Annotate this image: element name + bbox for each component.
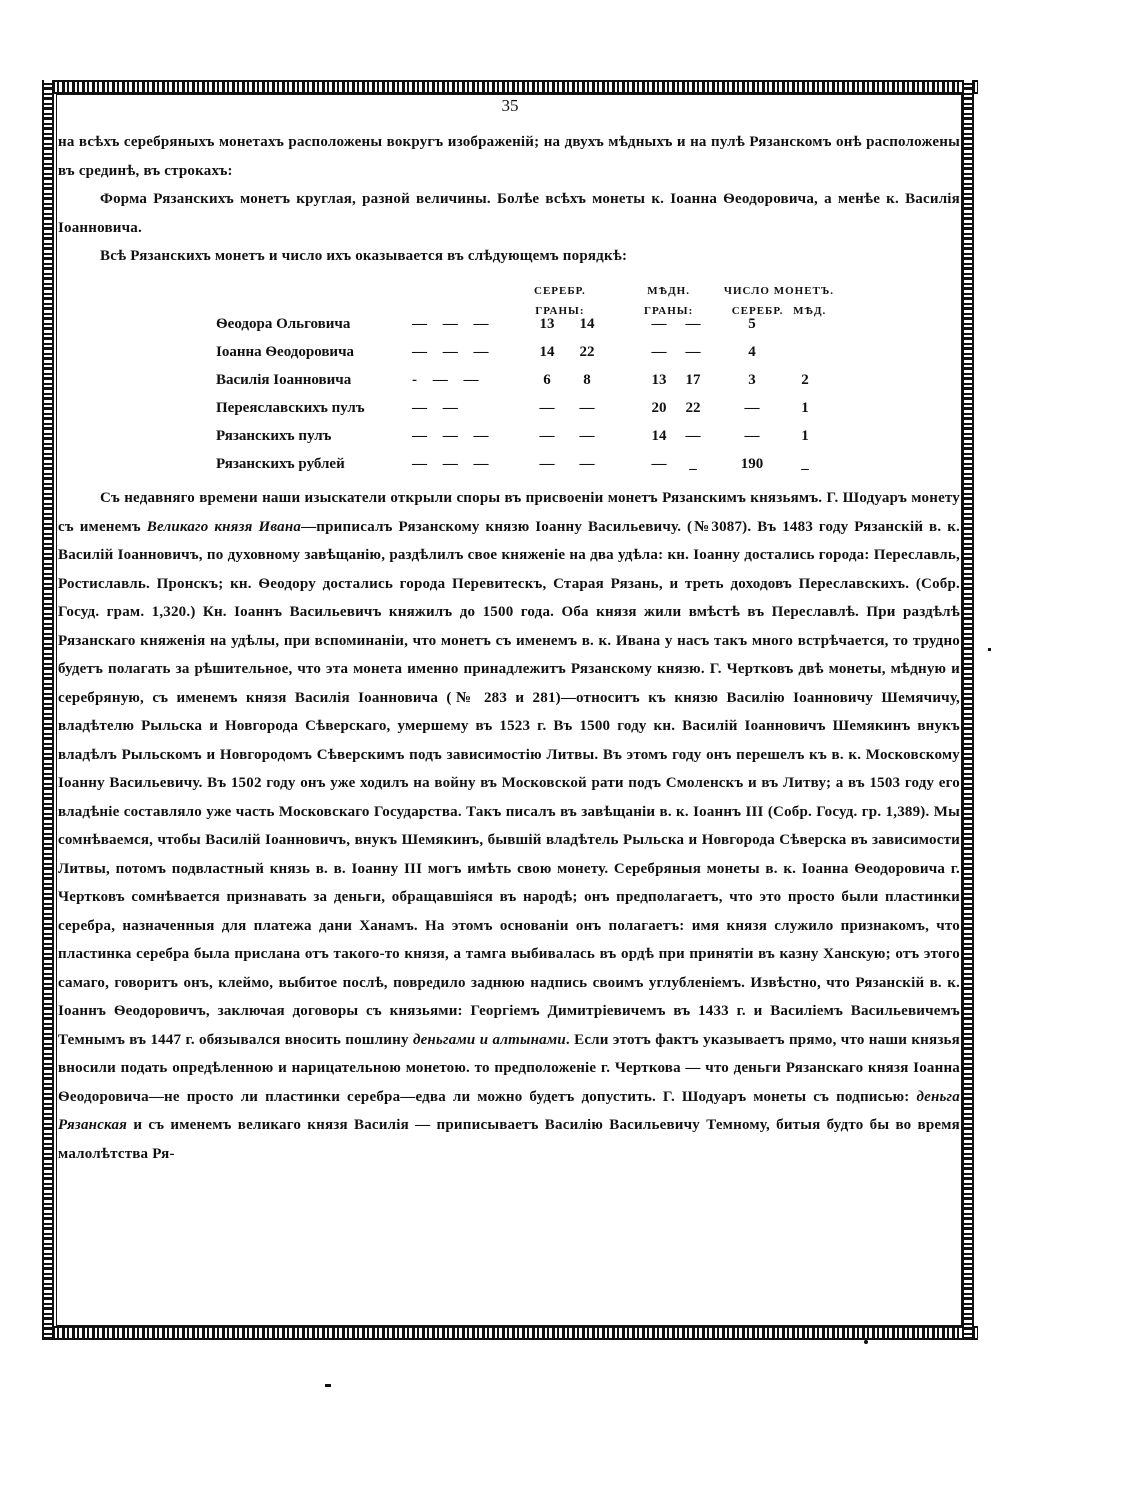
paragraph-form: Форма Рязанскихъ монетъ круглая, разной величины. Болѣе всѣхъ монеты к. Іоанна Ѳеодоровича, а менѣе к. Василія Іоанновича. xyxy=(58,191,960,236)
count-header xyxy=(714,284,844,318)
body-text xyxy=(58,484,960,1168)
coin-cell-dashes: — — — xyxy=(412,428,495,444)
body-italic-denga: деньга Рязанская xyxy=(58,1088,960,1133)
coin-cell-s1: 14 xyxy=(539,344,555,360)
coin-cell-s1: — xyxy=(539,456,555,472)
coin-table-row xyxy=(212,344,832,372)
paragraph-main xyxy=(58,484,960,1168)
coin-cell-n-silver: 4 xyxy=(748,344,756,360)
silver-header xyxy=(534,284,586,318)
print-speck xyxy=(864,1340,868,1344)
silver-header-line1: СЕРЕБР. xyxy=(534,285,586,297)
coin-cell-n-copper: 2 xyxy=(801,372,809,388)
coin-cell-n-silver: — xyxy=(744,428,760,444)
copper-header-line1: МѢДН. xyxy=(647,285,690,297)
body-italic-dengi: деньгами и алтынами xyxy=(412,1031,566,1048)
coin-cell-n-copper: _ xyxy=(801,456,809,472)
silver-header-line2: ГРАНЫ: xyxy=(535,305,585,317)
coin-cell-n-silver: 5 xyxy=(748,316,756,332)
coin-cell-s2: 14 xyxy=(579,316,595,332)
coin-cell-n-copper: 1 xyxy=(801,428,809,444)
coin-table-row xyxy=(212,316,832,344)
body-part-d: и съ именемъ великаго князя Василія — приписываетъ Василію Васильевичу Темному, битыя будто бы во время малолѣтства Ря- xyxy=(58,1117,960,1162)
coin-cell-c2: 17 xyxy=(685,372,701,388)
coin-cell-name: Ѳеодора Ольговича xyxy=(216,316,351,332)
coin-cell-dashes: — — — xyxy=(412,316,495,332)
coin-cell-s1: — xyxy=(539,400,555,416)
coin-cell-dashes: — — — xyxy=(412,456,495,472)
body-part-b: —приписалъ Рязанскому князю Іоанну Васильевичу. (№3087). Въ 1483 году Рязанскій в. к. Василій Іоанновичъ, по духовному завѣщанію, раздѣлилъ свое княженіе на два удѣла: кн. Іоанну достались города: Переславль, Ростиславль. Пронскъ; кн. Ѳеодору достались города Перевитескъ, Старая Рязань, и треть доходовъ Переславскихъ. (Собр. Госуд. грам. 1,320.) Кн. Іоаннъ Васильевичъ княжилъ до 1500 года. Оба князя жили вмѣстѣ въ Переславлѣ. При раздѣлѣ Рязанскаго княженія на удѣлы, при вспоминаніи, что монетъ съ именемъ в. к. Ивана у насъ такъ много встрѣчается, то трудно будетъ полагать за рѣшительное, что эта монета именно принадлежитъ Рязанскому князю. Г. Чертковъ двѣ монеты, мѣдную и серебряную, съ именемъ князя Василія Іоанновича (№ 283 и 281)—относитъ къ князю Василію Іоанновичу Шемячичу, владѣтелю Рыльска и Новгорода Сѣверскаго, умершему въ 1523 г. Въ 1500 году кн. Василій Іоанновичъ Шемякинъ внукъ владѣлъ Рыльскомъ и Новгородомъ Сѣверскимъ подъ зависимостію Литвы. Въ этомъ году онъ перешелъ къ в. к. Московскому Іоанну Васильевичу. Въ 1502 году онъ уже ходилъ на войну въ Московской рати подъ Смоленскъ и въ Литву; а въ 1503 году его владѣніе составляло уже часть Московскаго Государства. Такъ писалъ въ завѣщаніи в. к. Іоаннъ III (Собр. Госуд. гр. 1,389). Мы сомнѣваемся, чтобы Василій Іоанновичъ, внукъ Шемякинъ, бывшій владѣтель Рыльска и Новгорода Сѣверска въ зависимости Литвы, потомъ подвластный князь в. в. Іоанну III могъ имѣть свою монету. Серебряныя монеты в. к. Іоанна Ѳеодоровича г. Чертковъ сомнѣвается признавать за деньги, обращавшіяся въ народѣ; онъ предполагаетъ, что это просто были пластинки серебра, назначенныя для платежа дани Ханамъ. На этомъ основаніи онъ полагаетъ: имя князя служило признакомъ, что пластинка серебра была прислана отъ такого-то князя, а тамга выбивалась въ ордѣ при принятіи въ казну Ханскую; отъ этого самаго, говоритъ онъ, клеймо, выбитое послѣ, повредило заднюю надпись своимъ углубленіемъ. Извѣстно, что Рязанскій в. к. Іоаннъ Ѳеодоровичъ, заключая договоры съ князьями: Георгіемъ Димитріевичемъ въ 1433 г. и Василіемъ Васильевичемъ Темнымъ въ 1447 г. обязывался вносить пошлину xyxy=(58,518,960,1048)
coin-cell-s1: — xyxy=(539,428,555,444)
coin-table-row xyxy=(212,456,832,484)
coin-cell-s2: 8 xyxy=(583,372,591,388)
coin-cell-c2: — xyxy=(685,428,701,444)
page-number: 35 xyxy=(501,96,519,115)
coin-cell-s2: — xyxy=(579,400,595,416)
page-text xyxy=(58,128,960,271)
coin-cell-name: Переяславскихъ пулъ xyxy=(216,400,365,416)
frame-right-border xyxy=(962,80,974,1340)
count-copper-subheader: МѢД. xyxy=(793,305,827,317)
coin-cell-name: Іоанна Ѳеодоровича xyxy=(216,344,355,360)
coin-table-row xyxy=(212,372,832,400)
coin-cell-c1: — xyxy=(651,456,667,472)
coin-cell-c1: 14 xyxy=(651,428,667,444)
coin-cell-name: Рязанскихъ рублей xyxy=(216,456,345,472)
frame-left-border xyxy=(42,80,54,1340)
coin-cell-c2: — xyxy=(685,316,701,332)
coin-cell-n-silver: 190 xyxy=(740,456,764,472)
paragraph-table-intro: Всѣ Рязанскихъ монетъ и число ихъ оказывается въ слѣдующемъ порядкѣ: xyxy=(100,248,628,264)
count-silver-subheader: СЕРЕБР. xyxy=(731,305,784,317)
coin-cell-c1: — xyxy=(651,344,667,360)
body-part-c: . Если этотъ фактъ указываетъ прямо, что наши князья вносили подать опредѣленною и нарицательною монетою. то предположеніе г. Черткова — что деньги Рязанскаго князя Іоанна Ѳеодоровича—не просто ли пластинки серебра—едва ли можно будетъ допустить. Г. Шодуаръ монеты съ подписью: xyxy=(58,1031,960,1105)
copper-header xyxy=(644,284,693,318)
print-speck xyxy=(325,1384,331,1387)
coin-cell-c1: 13 xyxy=(651,372,667,388)
coin-cell-name: Василія Іоанновича xyxy=(216,372,352,388)
coin-cell-dashes: - — — xyxy=(412,372,485,388)
coin-cell-n-silver: 3 xyxy=(748,372,756,388)
coin-cell-c2: 22 xyxy=(685,400,701,416)
coin-table xyxy=(212,284,835,484)
coin-cell-n-copper: 1 xyxy=(801,400,809,416)
coin-cell-c2: — xyxy=(685,344,701,360)
body-part-a: Съ недавняго времени наши изыскатели открыли споры въ присвоеніи монетъ Рязанскимъ князьямъ. Г. Шодуаръ монету съ именемъ xyxy=(58,490,960,535)
coin-cell-s2: 22 xyxy=(579,344,595,360)
coin-cell-name: Рязанскихъ пулъ xyxy=(216,428,332,444)
coin-cell-c1: 20 xyxy=(651,400,667,416)
coin-table-row xyxy=(212,400,832,428)
coin-cell-c2: _ xyxy=(689,456,697,472)
count-header-line1: ЧИСЛО МОНЕТЪ. xyxy=(723,285,835,297)
coin-cell-n-silver: — xyxy=(744,400,760,416)
body-italic-great-prince: Великаго князя Ивана xyxy=(146,518,302,535)
frame-top-border xyxy=(42,80,978,94)
coin-cell-dashes: — — xyxy=(412,400,464,416)
coin-table-row xyxy=(212,428,832,456)
copper-header-line2: ГРАНЫ: xyxy=(644,305,694,317)
coin-cell-dashes: — — — xyxy=(412,344,495,360)
print-speck xyxy=(988,648,991,651)
coin-cell-s2: — xyxy=(579,428,595,444)
coin-cell-c1: — xyxy=(651,316,667,332)
paragraph-intro: на всѣхъ серебряныхъ монетахъ расположены вокругъ изображеній; на двухъ мѣдныхъ и на пулѣ Рязанскомъ онѣ расположены въ срединѣ, въ строкахъ: xyxy=(58,134,960,179)
frame-bottom-border xyxy=(42,1326,978,1340)
coin-cell-s1: 13 xyxy=(539,316,555,332)
coin-cell-s2: — xyxy=(579,456,595,472)
coin-cell-s1: 6 xyxy=(543,372,551,388)
